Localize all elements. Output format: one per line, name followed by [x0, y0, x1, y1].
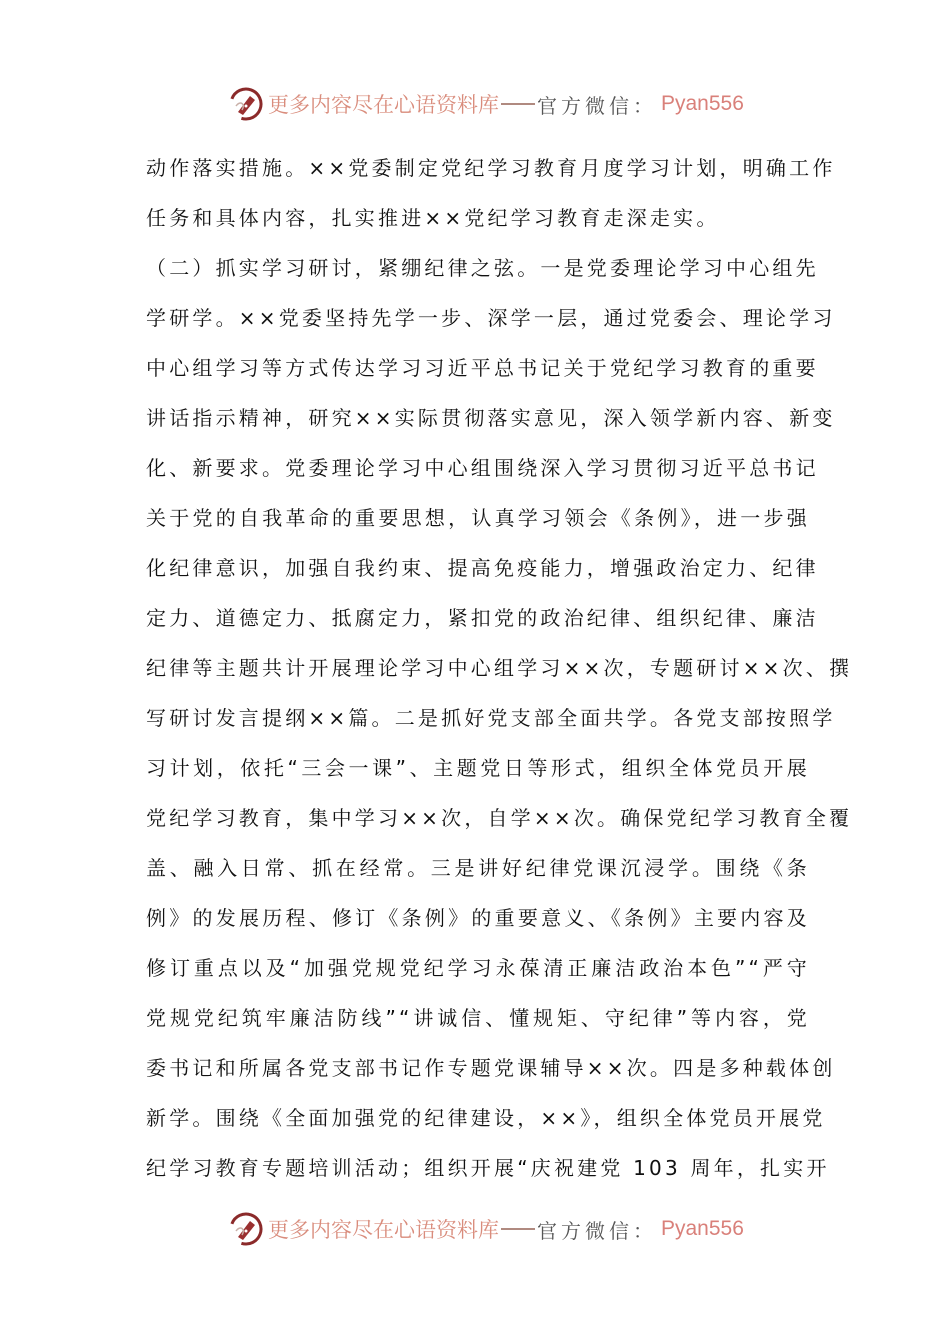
text-line: 化纪律意识，加强自我约束、提高免疫能力，增强政治定力、纪律 — [146, 556, 819, 580]
text-line: 党纪学习教育，集中学习××次，自学××次。确保党纪学习教育全覆 — [146, 806, 853, 830]
watermark-dash-divider — [501, 103, 535, 105]
watermark-brand-text: 更多内容尽在心语资料库 — [268, 93, 499, 117]
text-line: 学研学。××党委坚持先学一步、深学一层，通过党委会、理论学习 — [146, 306, 836, 330]
text-line: 写研讨发言提纲××篇。二是抓好党支部全面共学。各党支部按照学 — [146, 706, 836, 730]
text-line: 定力、道德定力、抵腐定力，紧扣党的政治纪律、组织纪律、廉洁 — [146, 606, 819, 630]
text-line: 纪律等主题共计开展理论学习中心组学习××次，专题研讨××次、撰 — [146, 656, 853, 680]
pen-nib-logo-icon — [228, 86, 264, 122]
text-line: 关于党的自我革命的重要思想，认真学习领会《条例》，进一步强 — [146, 506, 810, 530]
text-line: 党规党纪筑牢廉洁防线”“讲诚信、懂规矩、守纪律”等内容，党 — [146, 1006, 810, 1030]
text-line: 纪学习教育专题培训活动；组织开展“庆祝建党 103 周年，扎实开 — [146, 1156, 830, 1180]
text-line: 修订重点以及“加强党规党纪学习永葆清正廉洁政治本色”“严守 — [146, 956, 810, 980]
text-line: （二）抓实学习研讨，紧绷纪律之弦。一是党委理论学习中心组先 — [146, 256, 819, 280]
watermark-wechat-id: Pyan556 — [661, 1217, 744, 1240]
watermark-official-label: 官方微信： — [537, 93, 657, 118]
watermark-brand-text: 更多内容尽在心语资料库 — [268, 1218, 499, 1242]
header-watermark — [228, 84, 744, 124]
text-line: 委书记和所属各党支部书记作专题党课辅导××次。四是多种载体创 — [146, 1056, 836, 1080]
text-line: 中心组学习等方式传达学习习近平总书记关于党纪学习教育的重要 — [146, 356, 819, 380]
watermark-dash-divider — [501, 1228, 535, 1230]
text-line: 新学。围绕《全面加强党的纪律建设，××》，组织全体党员开展党 — [146, 1106, 826, 1130]
text-line: 动作落实措施。××党委制定党纪学习教育月度学习计划，明确工作 — [146, 156, 836, 180]
watermark-wechat-id: Pyan556 — [661, 92, 744, 115]
text-line: 讲话指示精神，研究××实际贯彻落实意见，深入领学新内容、新变 — [146, 406, 836, 430]
document-body — [146, 150, 853, 1200]
watermark-official-label: 官方微信： — [537, 1218, 657, 1243]
text-line: 习计划，依托“三会一课”、主题党日等形式，组织全体党员开展 — [146, 756, 810, 780]
text-line: 任务和具体内容，扎实推进××党纪学习教育走深走实。 — [146, 206, 720, 230]
pen-nib-logo-icon — [228, 1211, 264, 1247]
text-line: 化、新要求。党委理论学习中心组围绕深入学习贯彻习近平总书记 — [146, 456, 819, 480]
footer-watermark — [228, 1209, 744, 1249]
text-line: 例》的发展历程、修订《条例》的重要意义、《条例》主要内容及 — [146, 906, 810, 930]
text-line: 盖、融入日常、抓在经常。三是讲好纪律党课沉浸学。围绕《条 — [146, 856, 810, 880]
